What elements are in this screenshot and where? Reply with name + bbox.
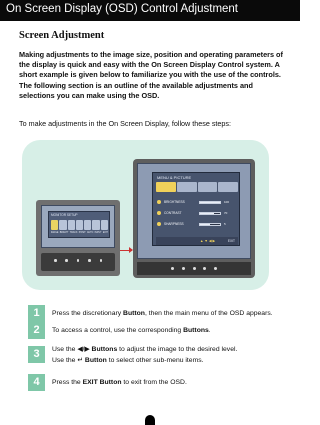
- osd-row-value: 100: [224, 200, 230, 204]
- large-monitor-bezel: [137, 262, 251, 275]
- bezel-button: [88, 259, 91, 262]
- step-number: 1: [28, 305, 45, 322]
- step-text: Press the discretionary Button, then the main menu of the OSD appears.: [52, 310, 273, 317]
- osd-row-contrast: [157, 210, 237, 217]
- large-osd-menu-title: MENU & PICTURE: [157, 175, 192, 180]
- instruction-text: To make adjustments in the On Screen Display, follow these steps:: [19, 119, 231, 128]
- header-title: On Screen Display (OSD) Control Adjustment: [6, 3, 239, 15]
- bezel-button: [214, 267, 217, 270]
- osd-row-slider-fill: [200, 224, 210, 225]
- contrast-icon: [157, 211, 161, 215]
- small-bezel-buttons: [54, 259, 102, 262]
- bezel-button: [203, 267, 206, 270]
- step-number: 2: [28, 322, 45, 339]
- osd-row-label: BRIGHTNESS: [164, 200, 185, 204]
- small-osd-label: EXIT: [102, 232, 108, 234]
- bezel-button: [100, 259, 103, 262]
- small-osd-label: BRIGHT: [59, 232, 69, 234]
- auto-icon: [84, 220, 91, 230]
- tracking-icon: [68, 220, 75, 230]
- enter-arrow-icon: ↵: [77, 357, 84, 364]
- small-monitor: [36, 200, 120, 276]
- left-right-arrow-icon: ◀/▶: [77, 346, 90, 353]
- osd-row-slider: [199, 201, 221, 204]
- small-osd-label: TRACK: [69, 232, 78, 234]
- tracking-tab-icon: [198, 182, 218, 192]
- small-osd-label: POSIT: [78, 232, 86, 234]
- small-monitor-screen: [41, 205, 115, 248]
- page-marker-icon: [145, 415, 155, 425]
- large-bezel-buttons: [171, 267, 217, 270]
- large-osd-tab-row: [156, 182, 238, 192]
- bezel-button: [77, 259, 80, 262]
- small-osd-labels: [51, 232, 108, 234]
- picture-tab-icon: [156, 182, 176, 192]
- position-icon: [76, 220, 83, 230]
- osd-row-value: 70: [224, 211, 228, 215]
- osd-row-slider: [199, 212, 221, 215]
- step-number: 4: [28, 374, 45, 391]
- step-text: To access a control, use the corresponding Buttons.: [52, 327, 211, 334]
- large-monitor-screen: [137, 163, 251, 259]
- large-osd-menu: [152, 172, 240, 246]
- osd-row-brightness: [157, 199, 237, 206]
- brightness-icon: [59, 220, 66, 230]
- bezel-button: [54, 259, 57, 262]
- step-number: 3: [28, 346, 45, 363]
- exit-icon: [101, 220, 108, 230]
- large-monitor: [133, 159, 255, 278]
- input-icon: [92, 220, 99, 230]
- section-title: Screen Adjustment: [19, 30, 105, 41]
- small-monitor-bezel: [41, 253, 115, 271]
- color-tab-icon: [177, 182, 197, 192]
- page-header: [0, 0, 300, 21]
- osd-row-slider-fill: [200, 213, 214, 214]
- bezel-button: [182, 267, 185, 270]
- nav-exit-label: EXIT: [227, 239, 235, 243]
- small-osd-label: AUTO: [86, 232, 94, 234]
- step-text: Use the ◀/▶ Buttons to adjust the image to the desired level. Use the ↵ Button to select other sub-menu items.: [52, 346, 238, 364]
- step-text: Press the EXIT Button to exit from the OSD.: [52, 379, 187, 386]
- osd-diagram: [22, 140, 269, 290]
- nav-arrows-icon: ▲ ▼ ◀ ▶: [200, 238, 216, 243]
- small-osd-label: INPUT: [94, 232, 102, 234]
- sun-icon: [157, 200, 161, 204]
- osd-row-label: SHARPNESS: [164, 222, 184, 226]
- small-osd-icon-row: [51, 220, 108, 230]
- large-osd-navbar: [156, 237, 238, 245]
- osd-row-slider-fill: [200, 202, 220, 203]
- bezel-button: [171, 267, 174, 270]
- osd-row-slider: [199, 223, 221, 226]
- sharpness-icon: [157, 222, 161, 226]
- bezel-button: [65, 259, 68, 262]
- small-osd-menu: [48, 211, 110, 238]
- small-osd-menu-title: MONITOR SETUP: [51, 213, 78, 217]
- image-icon: [51, 220, 58, 230]
- osd-row-sharpness: [157, 221, 237, 228]
- small-osd-label: IMAGE: [51, 232, 59, 234]
- setup-tab-icon: [218, 182, 238, 192]
- osd-row-value: 5: [224, 222, 226, 226]
- intro-paragraph: Making adjustments to the image size, position and operating parameters of the display is quick and easy with the On Screen Display Control system. A short example is given below to familiarize you with the use of the controls. The following section is an outline of the available adjustments and selections you can make using the OSD.: [19, 50, 283, 100]
- osd-row-label: CONTRAST: [164, 211, 182, 215]
- bezel-button: [193, 267, 196, 270]
